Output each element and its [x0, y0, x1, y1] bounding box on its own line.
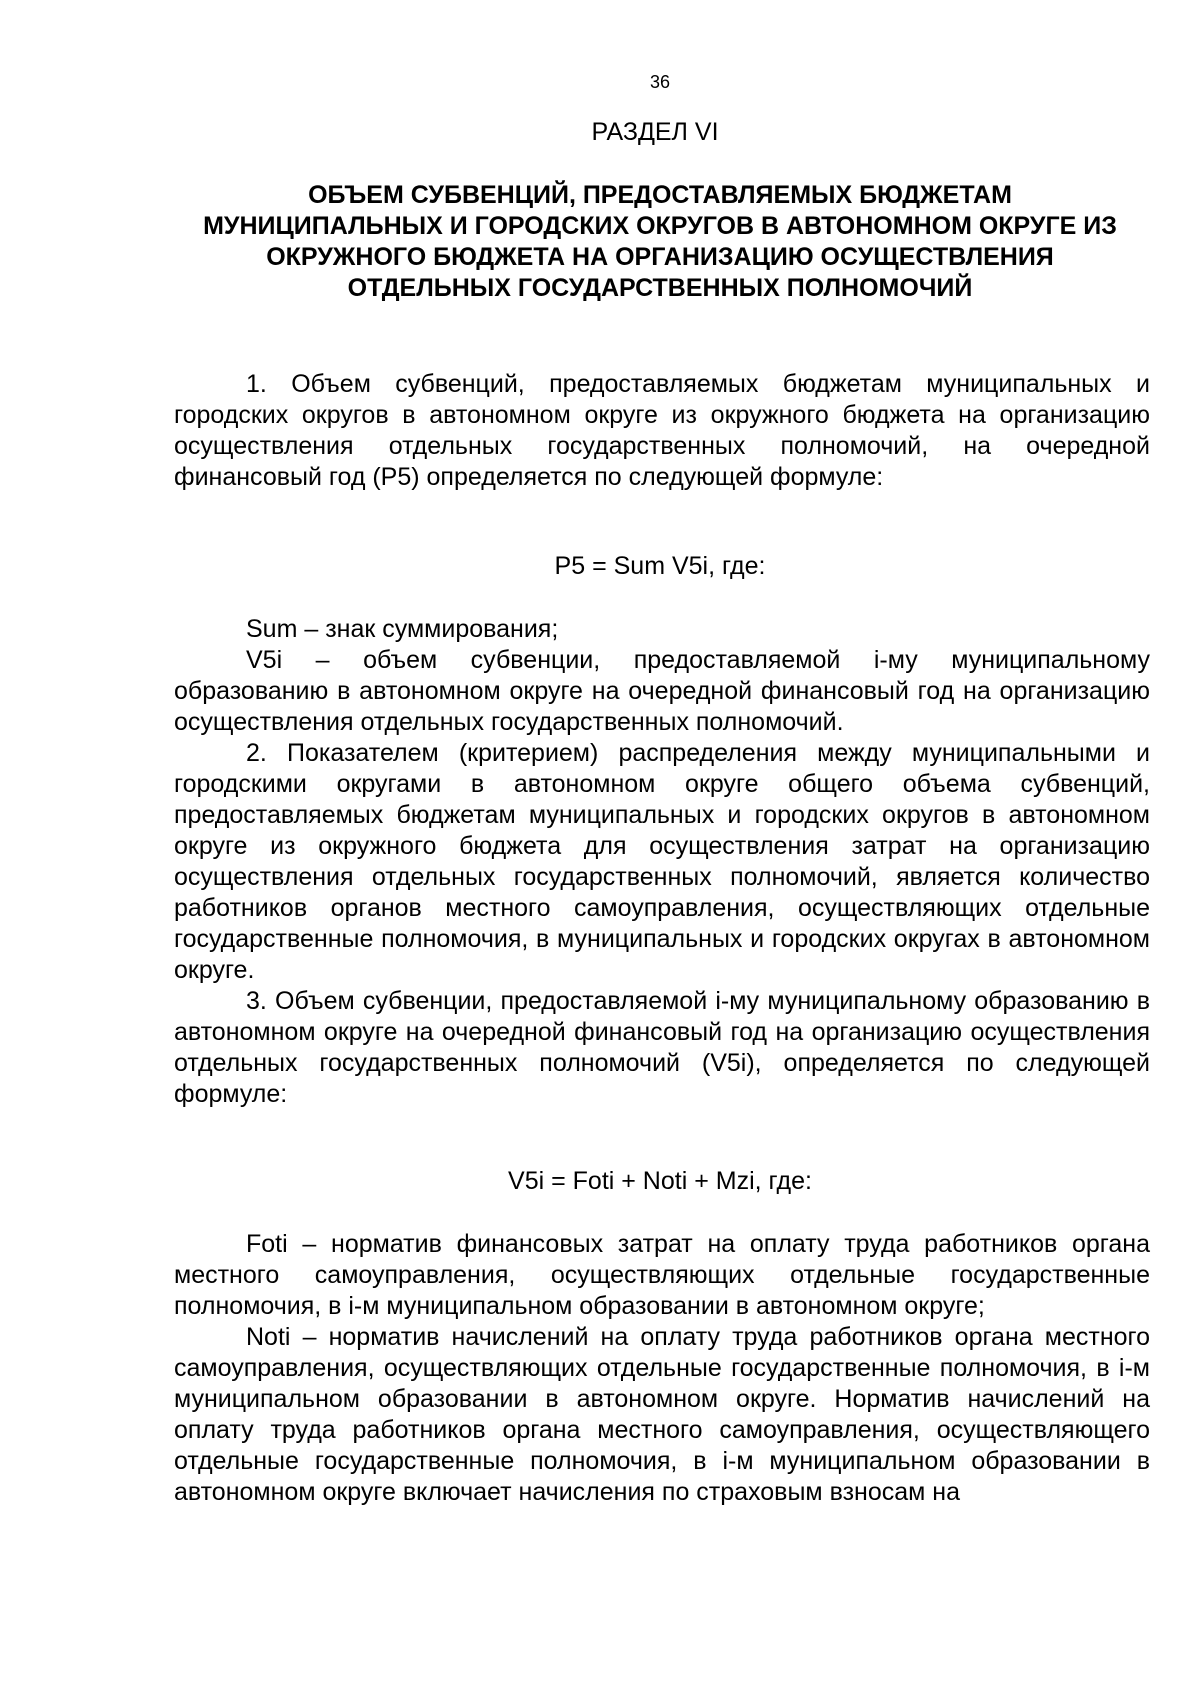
- definition-sum: Sum – знак суммирования;: [246, 615, 559, 643]
- paragraph-block-2: [174, 614, 1150, 1110]
- section-title: ОБЪЕМ СУБВЕНЦИЙ, ПРЕДОСТАВЛЯЕМЫХ БЮДЖЕТАМ МУНИЦИПАЛЬНЫХ И ГОРОДСКИХ ОКРУГОВ В АВТОНОМНОМ ОКРУГЕ ИЗ ОКРУЖНОГО БЮДЖЕТА НА ОРГАНИЗАЦИЮ ОСУЩЕСТВЛЕНИЯ ОТДЕЛЬНЫХ ГОСУДАРСТВЕННЫХ ПОЛНОМОЧИЙ: [203, 181, 1117, 302]
- paragraph-1: 1. Объем субвенций, предоставляемых бюджетам муниципальных и городских округов в автономном округе из окружного бюджета на организацию осуществления отдельных государственных полномочий, на очередной финансовый год (P5) определяется по следующей формуле:: [174, 370, 1150, 491]
- formula-v5i: V5i = Foti + Noti + Mzi, где:: [508, 1167, 812, 1195]
- formula-p5: P5 = Sum V5i, где:: [554, 552, 766, 580]
- section-label: РАЗДЕЛ VI: [591, 118, 719, 146]
- paragraph-block-1: [174, 369, 1150, 493]
- page-number: 36: [649, 72, 671, 92]
- definition-v5i: V5i – объем субвенции, предоставляемой i-му муниципальному образованию в автономном округе на очередной финансовый год на организацию осуществления отдельных государственных полномочий.: [174, 646, 1150, 736]
- paragraph-3: 3. Объем субвенции, предоставляемой i-му муниципальному образованию в автономном округе на очередной финансовый год на организацию осуществления отдельных государственных полномочий (V5i), определяется по следующей формуле:: [174, 987, 1150, 1108]
- paragraph-2: 2. Показателем (критерием) распределения между муниципальными и городскими округами в автономном округе общего объема субвенций, предоставляемых бюджетам муниципальных и городских округов в автономном округе из окружного бюджета для осуществления затрат на организацию осуществления отдельных государственных полномочий, является количество работников органов местного самоуправления, осуществляющих отдельные государственные полномочия, в муниципальных и городских округах в автономном округе.: [174, 739, 1150, 984]
- definition-noti: Noti – норматив начислений на оплату труда работников органа местного самоуправления, осуществляющих отдельные государственные полномочия, в i-м муниципальном образовании в автономном округе. Норматив начислений на оплату труда работников органа местного самоуправления, осуществляющего отдельные государственные полномочия, в i-м муниципальном образовании в автономном округе включает начисления по страховым взносам на: [174, 1323, 1150, 1506]
- paragraph-block-3: [174, 1229, 1150, 1508]
- definition-foti: Foti – норматив финансовых затрат на оплату труда работников органа местного самоуправления, осуществляющих отдельные государственные полномочия, в i-м муниципальном образовании в автономном округе;: [174, 1230, 1150, 1320]
